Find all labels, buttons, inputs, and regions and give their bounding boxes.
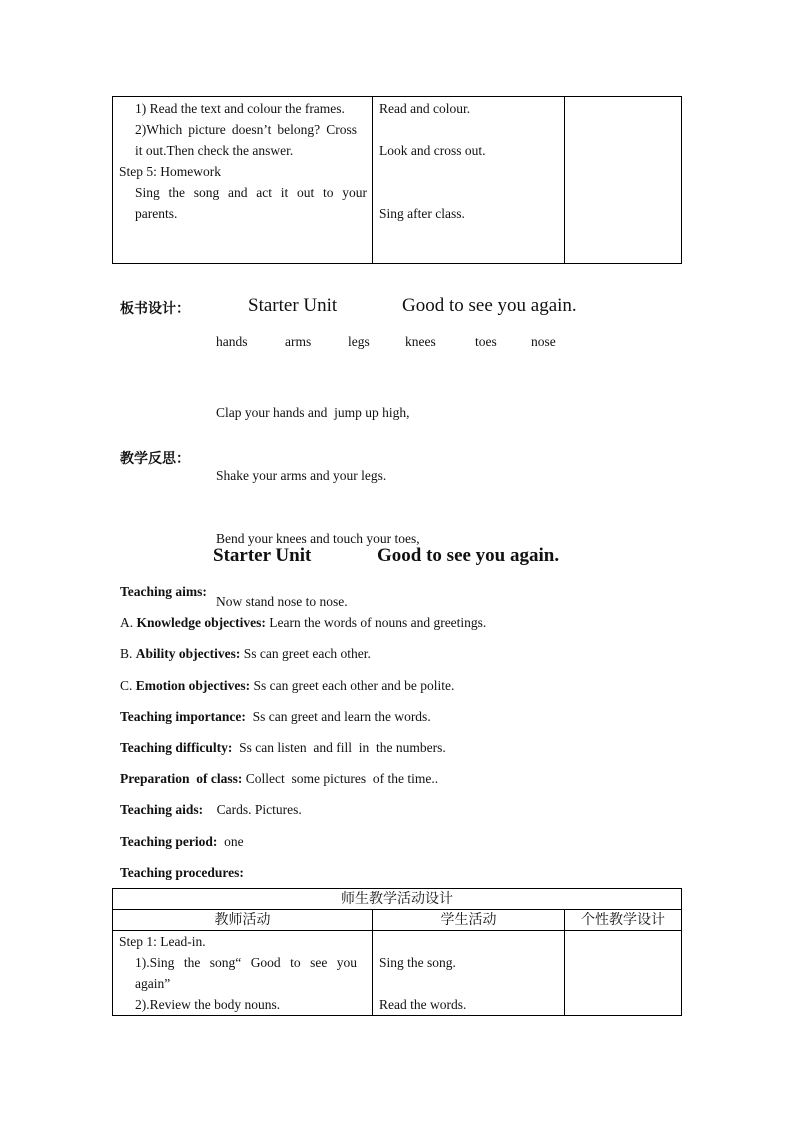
student-activity-cell: [373, 931, 565, 1016]
lesson-title: Good to see you again.: [377, 545, 560, 566]
rhyme-line: Now stand nose to nose.: [216, 594, 348, 609]
board-unit-title: Starter Unit: [248, 295, 338, 316]
student-activity-cell: [373, 97, 565, 264]
step1-heading: Step 1: Lead-in.: [119, 934, 206, 949]
step5-text: Sing the song and act it out to your parents.: [135, 185, 367, 221]
student-item-sing: Sing the song.: [379, 955, 456, 970]
board-rhyme: [216, 360, 420, 633]
student-item-read-colour: Read and colour.: [379, 101, 471, 116]
rhyme-line: Bend your knees and touch your toes,: [216, 531, 420, 546]
personal-design-cell: [565, 931, 682, 1016]
teaching-importance: Teaching importance: Ss can greet and learn the words.: [120, 709, 431, 724]
aim-knowledge: A. Knowledge objectives: Learn the words of nouns and greetings.: [120, 615, 487, 630]
step5-heading: Step 5: Homework: [119, 164, 221, 179]
board-word: legs: [348, 334, 370, 349]
activity-item-read-colour: 1) Read the text and colour the frames.: [135, 101, 345, 116]
student-item-sing: Sing after class.: [379, 206, 465, 221]
activity-item-cross-out: 2)Which picture doesn’t belong? Cross it out.Then check the answer.: [135, 122, 357, 158]
board-word: toes: [475, 334, 497, 349]
preparation: Preparation of class: Collect some pictures of the time..: [120, 771, 439, 786]
teaching-aids: Teaching aids: Cards. Pictures.: [120, 802, 302, 817]
activity-item-review: 2).Review the body nouns.: [135, 997, 281, 1012]
col-header-teacher: 教师活动: [113, 910, 373, 931]
teaching-period: Teaching period: one: [120, 834, 244, 849]
teacher-activity-cell: [113, 931, 373, 1016]
col-header-personal: 个性教学设计: [565, 910, 682, 931]
board-word: hands: [216, 334, 248, 349]
aim-ability: B. Ability objectives: Ss can greet each other.: [120, 646, 371, 661]
activity-item-sing: 1).Sing the song“ Good to see you again”: [135, 955, 357, 991]
procedures-table: [112, 888, 682, 1016]
teaching-procedures-label: Teaching procedures:: [120, 865, 244, 880]
personal-design-cell: [565, 97, 682, 264]
board-word: nose: [531, 334, 556, 349]
board-lesson-title: Good to see you again.: [402, 295, 577, 316]
teaching-difficulty: Teaching difficulty: Ss can listen and fill in the numbers.: [120, 740, 446, 755]
col-header-student: 学生活动: [373, 910, 565, 931]
student-item-read: Read the words.: [379, 997, 467, 1012]
board-word: knees: [405, 334, 436, 349]
board-design-label: 板书设计：: [120, 301, 190, 317]
teaching-aims-label: Teaching aims:: [120, 584, 207, 599]
rhyme-line: Shake your arms and your legs.: [216, 468, 387, 483]
aim-emotion: C. Emotion objectives: Ss can greet each other and be polite.: [120, 678, 455, 693]
lesson-unit-title: Starter Unit: [213, 545, 312, 566]
teacher-activity-cell: [113, 97, 373, 264]
board-word: arms: [285, 334, 312, 349]
rhyme-line: Clap your hands and jump up high,: [216, 405, 410, 420]
top-activity-table: [112, 96, 682, 264]
table-header-main: 师生教学活动设计: [113, 889, 682, 910]
reflection-label: 教学反思：: [120, 451, 190, 467]
student-item-cross-out: Look and cross out.: [379, 143, 486, 158]
